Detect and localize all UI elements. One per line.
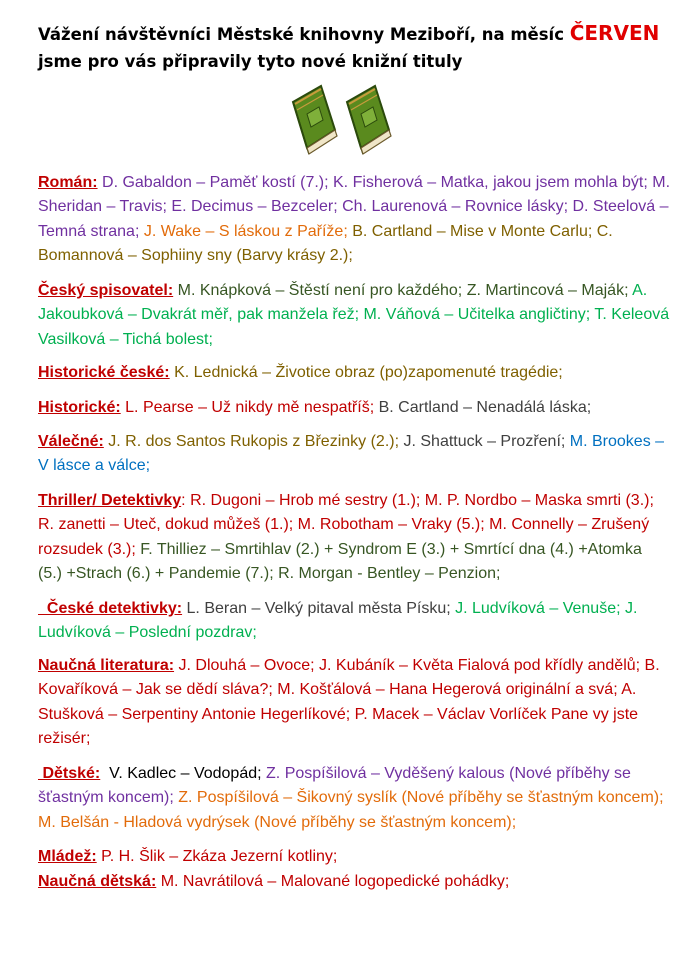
section-cesky-spisovatel <box>38 279 670 352</box>
section-naucna-literatura <box>38 654 670 751</box>
section-detske <box>38 762 670 835</box>
section-text: M. Brookes – V lásce a válce; <box>38 433 665 475</box>
section-text: L. Beran – Velký pitaval města Písku; <box>182 600 451 617</box>
section-label: Český spisovatel: <box>38 282 174 299</box>
section-text: M. Navrátilová – Malované logopedické pohádky; <box>156 873 510 890</box>
section-naucna-detska <box>38 870 670 894</box>
section-text: A. Jakoubková – Dvakrát měř, pak manžela řež; M. Váňová – Učitelka angličtiny; T. Keleová Vasilková – Tichá bolest; <box>38 282 670 348</box>
section-label: Naučná dětská: <box>38 873 157 890</box>
book-icon <box>293 86 337 154</box>
section-label: Dětské: <box>38 765 101 782</box>
section-label: Historické: <box>38 399 121 416</box>
section-thriller <box>38 489 670 586</box>
section-label: Thriller/ Detektivky <box>38 492 182 509</box>
book-icon <box>347 86 391 154</box>
section-roman <box>38 171 670 268</box>
section-text: B. Cartland – Mise v Monte Carlu; C. Bomannová – Sophiiny sny (Barvy krásy 2.); <box>38 222 613 264</box>
section-text: J. Dlouhá – Ovoce; J. Kubáník – Květa Fialová pod křídly andělů; B. Kovaříková – Jak se dědí sláva?; M. Košťálová – Hana Hegerová originální a svá; A. Stušková – Serpentiny Antonie Hegerlíkové; P. Macek – Václav Vorlíček Pane vy jste režisér; <box>38 657 660 747</box>
section-text: D. Gabaldon – Paměť kostí (7.); K. Fisherová – Matka, jakou jsem mohla být; M. Sheridan – Travis; E. Decimus – Bezceler; Ch. Laurenová – Rovnice lásky; D. Steelová – Temná strana; <box>38 174 671 240</box>
heading-line1: Vážení návštěvníci Městské knihovny Meziboří, na měsíc <box>38 25 570 44</box>
books-illustration <box>285 80 395 160</box>
section-text: : R. Dugoni – Hrob mé sestry (1.); M. P. Nordbo – Maska smrti (3.); R. zanetti – Uteč, dokud můžeš (1.); M. Robotham – Vraky (5.); M. Connelly – Zrušený rozsudek (3.); <box>38 492 654 558</box>
section-text: V. Kadlec – Vodopád; <box>100 765 262 782</box>
page-heading <box>38 20 678 75</box>
section-label: Naučná literatura: <box>38 657 175 674</box>
section-text: J. Shattuck – Prozření; <box>399 433 566 450</box>
section-text: M. Knápková – Štěstí není pro každého; Z. Martincová – Maják; <box>173 282 629 299</box>
section-text: J. Wake – S láskou z Paříže; <box>139 222 348 240</box>
section-mladez <box>38 845 670 869</box>
section-text: Z. Pospíšilová – Šikovný syslík (Nové příběhy se šťastným koncem); M. Belšán - Hladová vydrýsek (Nové příběhy se šťastným koncem); <box>38 789 664 831</box>
section-historicke-ceske <box>38 361 670 385</box>
section-text: Z. Pospíšilová – Vyděšený kalous (Nové příběhy se šťastným koncem); <box>38 765 631 807</box>
section-text: L. Pearse – Už nikdy mě nespatříš; <box>120 399 375 416</box>
section-label: Mládež: <box>38 848 97 865</box>
section-text: P. H. Šlik – Zkáza Jezerní kotliny; <box>96 848 338 865</box>
section-historicke <box>38 396 670 420</box>
heading-month: ČERVEN <box>569 21 660 45</box>
heading-line2: jsme pro vás připravily tyto nové knižní tituly <box>38 52 463 71</box>
section-label: Román: <box>38 174 98 191</box>
section-text: K. Lednická – Životice obraz (po)zapomenuté tragédie; <box>169 364 563 381</box>
section-text: J. Ludvíková – Venuše; J. Ludvíková – Poslední pozdrav; <box>38 600 638 642</box>
section-text: F. Thilliez – Smrtihlav (2.) + Syndrom E (3.) + Smrtící dna (4.) +Atomka (5.) +Strach (6.) + Pandemie (7.); R. Morgan - Bentley – Penzion; <box>38 540 642 582</box>
section-label: České detektivky: <box>38 600 183 617</box>
section-text: J. R. dos Santos Rukopis z Březinky (2.); <box>103 433 400 450</box>
section-label: Válečné: <box>38 433 104 450</box>
section-valecne <box>38 430 670 479</box>
section-text: B. Cartland – Nenadálá láska; <box>374 399 592 416</box>
section-label: Historické české: <box>38 364 170 381</box>
section-ceske-detektivky <box>38 597 670 646</box>
